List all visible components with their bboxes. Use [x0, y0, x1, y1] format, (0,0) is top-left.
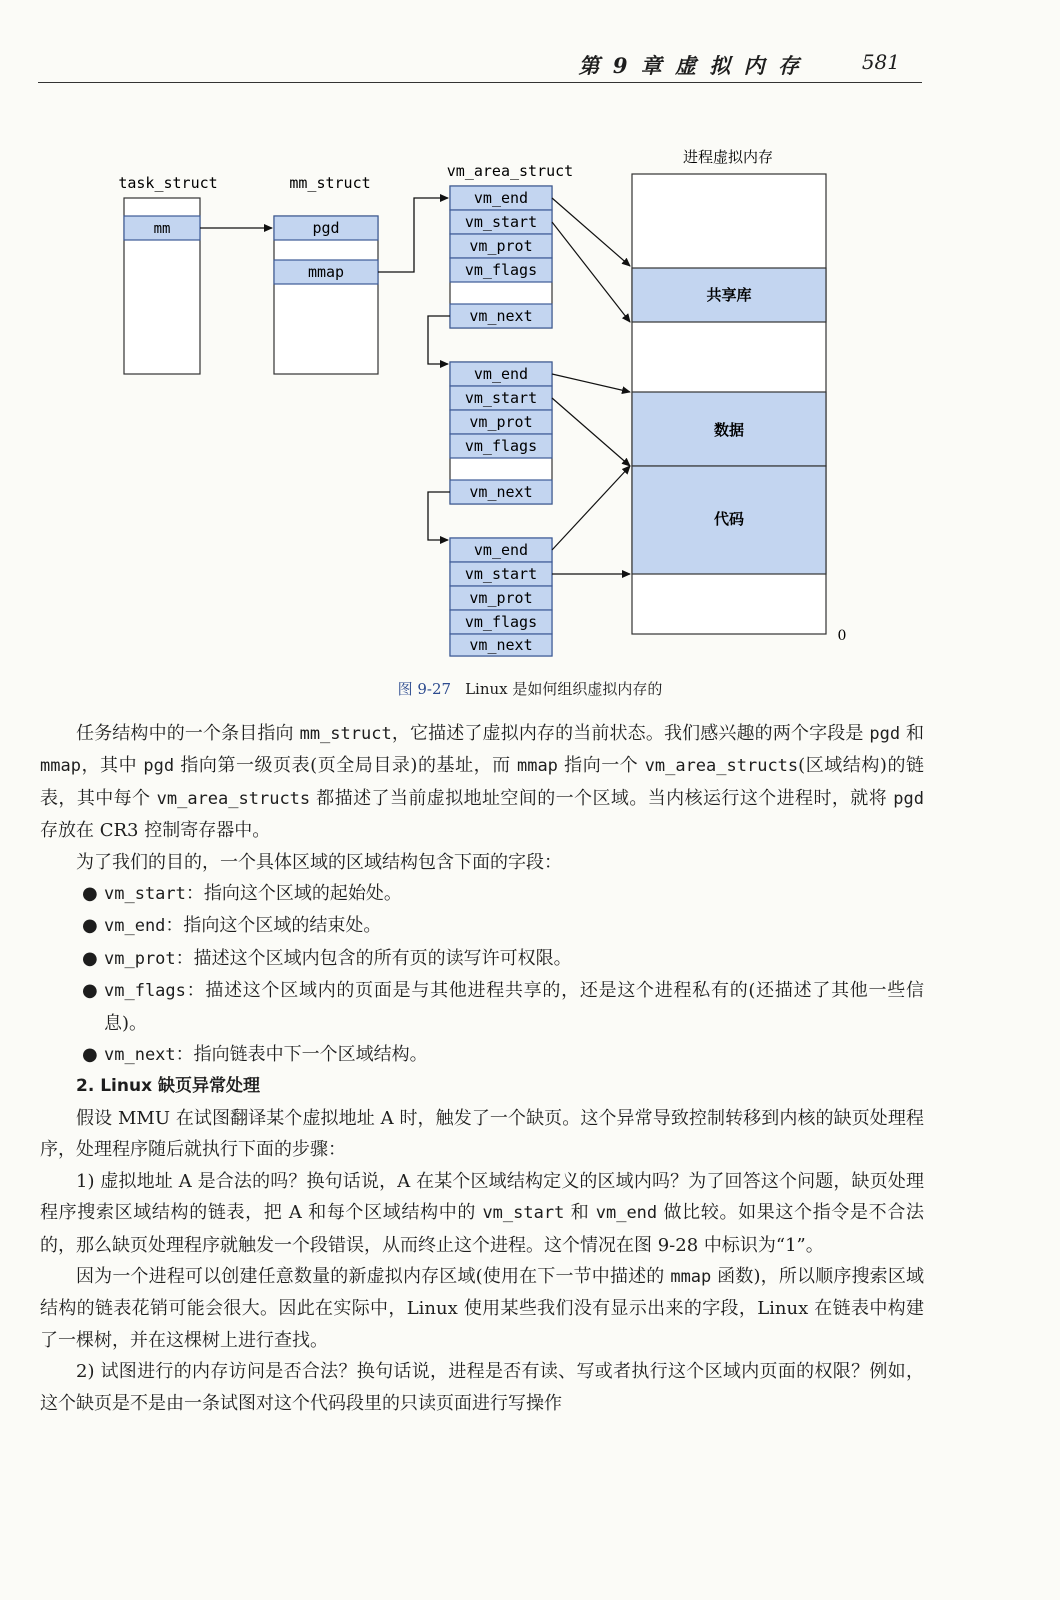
arrow-vma1-end	[552, 198, 630, 266]
vma-1-vm-prot-label: vm_prot	[469, 237, 533, 255]
vma-2-vm-prot-label: vm_prot	[469, 413, 533, 431]
vma-1-vm-start-label: vm_start	[464, 213, 538, 231]
arrow-vma2-end	[552, 374, 630, 392]
figure-caption-text: Linux 是如何组织虚拟内存的	[465, 680, 663, 698]
vma-3-vm-flags-label: vm_flags	[464, 613, 538, 631]
bullet-vm-end: ● vm_end：指向这个区域的结束处。	[40, 910, 924, 942]
figure-number: 图 9-27	[397, 680, 452, 698]
paragraph-2: 为了我们的目的，一个具体区域的区域结构包含下面的字段：	[76, 851, 562, 873]
label-process-virtual-memory: 进程虚拟内存	[682, 148, 774, 166]
paragraph-4: 1) 虚拟地址 A 是合法的吗？换句话说，A 在某个区域结构定义的区域内吗？为了回答这个问题，缺页处理程序搜索区域结构的链表，把 A 和每个区域结构中的 vm_start 和 vm_end 做比较。如果这个指令是不合法的，那么缺页处理程序就触发一个段错误，从而终止这个进程。这个情况在图 9-28 中标识为“1”。	[40, 1170, 924, 1256]
segment-data-label: 数据	[713, 421, 745, 439]
bullet-icon: ●	[82, 947, 98, 969]
segment-code-label: 代码	[713, 510, 745, 528]
vma-2-vm-next-label: vm_next	[469, 483, 533, 501]
segment-shared-libraries-label: 共享库	[706, 286, 752, 304]
vma-2-vm-end-label: vm_end	[473, 365, 529, 383]
bullet-icon: ●	[82, 915, 98, 937]
vma-3-vm-next-label: vm_next	[469, 636, 533, 654]
address-zero-label: 0	[837, 628, 847, 644]
bullet-icon: ●	[82, 1044, 98, 1066]
bullet-vm-start: ● vm_start：指向这个区域的起始处。	[40, 878, 924, 910]
bullet-vm-next: ● vm_next：指向链表中下一个区域结构。	[40, 1039, 924, 1071]
page-number: 581	[861, 50, 900, 74]
bullet-vm-flags: ● vm_flags：描述这个区域内的页面是与其他进程共享的，还是这个进程私有的(还描述了其他一些信息)。	[40, 975, 924, 1039]
vma-1-vm-flags-label: vm_flags	[464, 261, 538, 279]
paragraph-6: 2) 试图进行的内存访问是否合法？换句话说，进程是否有读、写或者执行这个区域内页面的权限？例如，这个缺页是不是由一条试图对这个代码段里的只读页面进行写操作	[40, 1361, 924, 1414]
label-vm-area-struct: vm_area_struct	[446, 162, 574, 180]
running-header	[38, 42, 922, 83]
paragraph-5: 因为一个进程可以创建任意数量的新虚拟内存区域(使用在下一节中描述的 mmap 函数)，所以顺序搜索区域结构的链表花销可能会很大。因此在实际中，Linux 使用某些我们没有显示出来的字段，Linux 在链表中构建了一棵树，并在这棵树上进行查找。	[40, 1265, 924, 1351]
figure-9-27-diagram	[0, 140, 1060, 670]
arrow-vma2-next	[428, 492, 450, 540]
arrow-vma1-start	[552, 222, 630, 322]
chapter-title: 第 9 章 虚 拟 内 存	[578, 53, 802, 78]
vma-3-vm-prot-label: vm_prot	[469, 589, 533, 607]
mm-field-pgd-label: pgd	[312, 219, 340, 237]
label-mm-struct: mm_struct	[289, 174, 371, 192]
bullet-vm-prot: ● vm_prot：描述这个区域内包含的所有页的读写许可权限。	[40, 943, 924, 975]
paragraph-1: 任务结构中的一个条目指向 mm_struct，它描述了虚拟内存的当前状态。我们感兴趣的两个字段是 pgd 和 mmap，其中 pgd 指向第一级页表(页全局目录)的基址，而 mmap 指向一个 vm_area_structs(区域结构)的链表，其中每个 vm_area_structs 都描述了当前虚拟地址空间的一个区域。当内核运行这个进程时，就将 pgd 存放在 CR3 控制寄存器中。	[40, 723, 924, 842]
body-text	[40, 718, 924, 1419]
vma-3-vm-end-label: vm_end	[473, 541, 529, 559]
section-heading: 2. Linux 缺页异常处理	[76, 1076, 260, 1097]
vma-2-vm-flags-label: vm_flags	[464, 437, 538, 455]
mm-field-mmap-label: mmap	[307, 263, 345, 281]
vma-1-vm-end-label: vm_end	[473, 189, 529, 207]
bullet-icon: ●	[82, 980, 98, 1002]
figure-caption	[0, 678, 1060, 699]
arrow-mmap-to-vma	[378, 198, 448, 272]
arrow-vma1-next	[428, 316, 450, 364]
bullet-icon: ●	[82, 883, 98, 905]
arrow-vma3-end	[552, 466, 630, 550]
vma-2-vm-start-label: vm_start	[464, 389, 538, 407]
arrow-vma2-start	[552, 398, 630, 466]
vma-1-vm-next-label: vm_next	[469, 307, 533, 325]
task-field-mm-label: mm	[153, 221, 171, 237]
vma-3-vm-start-label: vm_start	[464, 565, 538, 583]
label-task-struct: task_struct	[118, 174, 218, 192]
paragraph-3: 假设 MMU 在试图翻译某个虚拟地址 A 时，触发了一个缺页。这个异常导致控制转移到内核的缺页处理程序，处理程序随后就执行下面的步骤：	[40, 1107, 924, 1161]
